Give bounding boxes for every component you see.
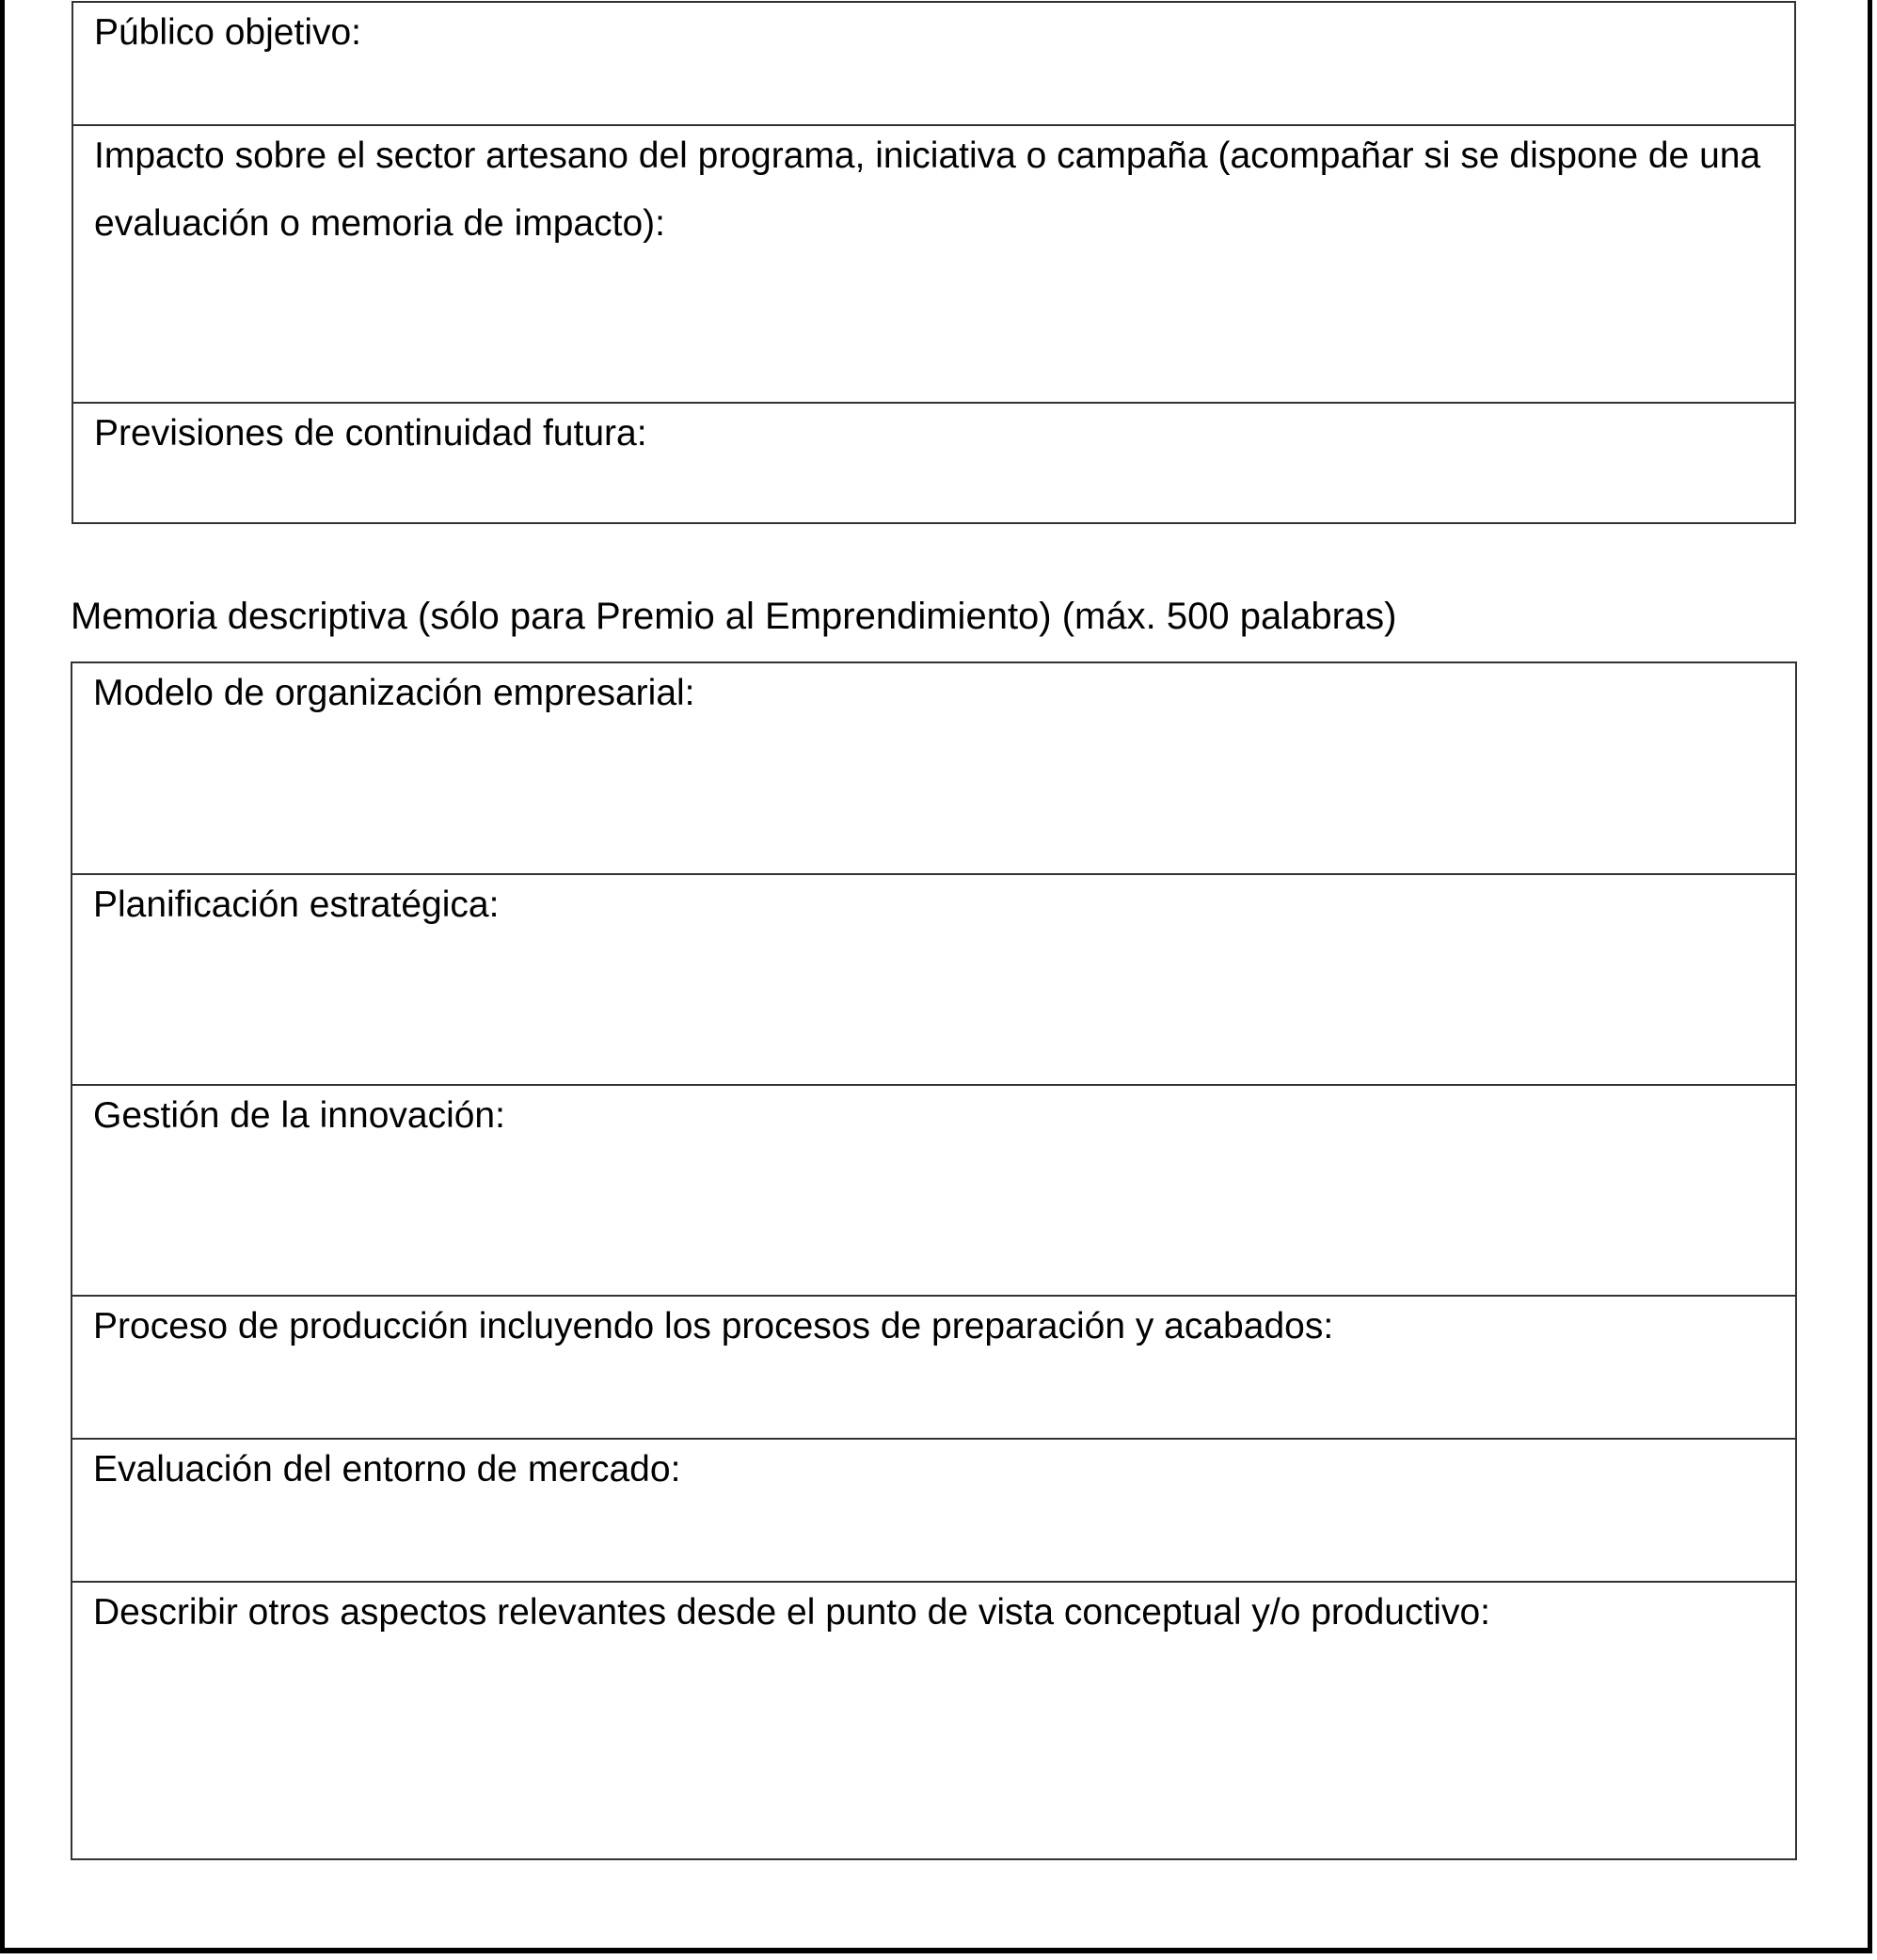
table-row (72, 125, 1795, 403)
table-row (72, 403, 1795, 523)
strategic-planning-field[interactable] (72, 874, 1796, 1085)
table-row (72, 2, 1795, 125)
field-label: Proceso de producción incluyendo los procesos de preparación y acabados: (93, 1306, 1334, 1347)
innovation-management-field[interactable] (72, 1085, 1796, 1296)
continuity-field[interactable] (72, 403, 1795, 523)
table-row (72, 1439, 1796, 1582)
table-row (72, 662, 1796, 874)
production-process-field[interactable] (72, 1296, 1796, 1439)
field-label: Describir otros aspectos relevantes desde el punto de vista conceptual y/o productivo: (93, 1592, 1490, 1633)
other-aspects-field[interactable] (72, 1582, 1796, 1859)
field-label: Previsiones de continuidad futura: (94, 413, 647, 454)
section-heading: Memoria descriptiva (sólo para Premio al Emprendimiento) (máx. 500 palabras) (71, 596, 1397, 637)
field-label: Planificación estratégica: (93, 884, 500, 925)
business-model-field[interactable] (72, 662, 1796, 874)
market-evaluation-field[interactable] (72, 1439, 1796, 1582)
impact-info-table (72, 1, 1796, 524)
field-label: Gestión de la innovación: (93, 1095, 505, 1136)
table-row (72, 1296, 1796, 1439)
target-audience-field[interactable] (72, 2, 1795, 125)
table-row (72, 1582, 1796, 1859)
field-label: Evaluación del entorno de mercado: (93, 1449, 681, 1490)
impact-field[interactable] (72, 125, 1795, 403)
table-row (72, 874, 1796, 1085)
descriptive-report-table (71, 661, 1797, 1860)
field-label: Modelo de organización empresarial: (93, 673, 695, 713)
table-row (72, 1085, 1796, 1296)
field-label: Impacto sobre el sector artesano del programa, iniciativa o campaña (acompañar si se dispone de una evaluación o memoria de impacto): (94, 135, 1761, 244)
field-label: Público objetivo: (94, 12, 362, 53)
